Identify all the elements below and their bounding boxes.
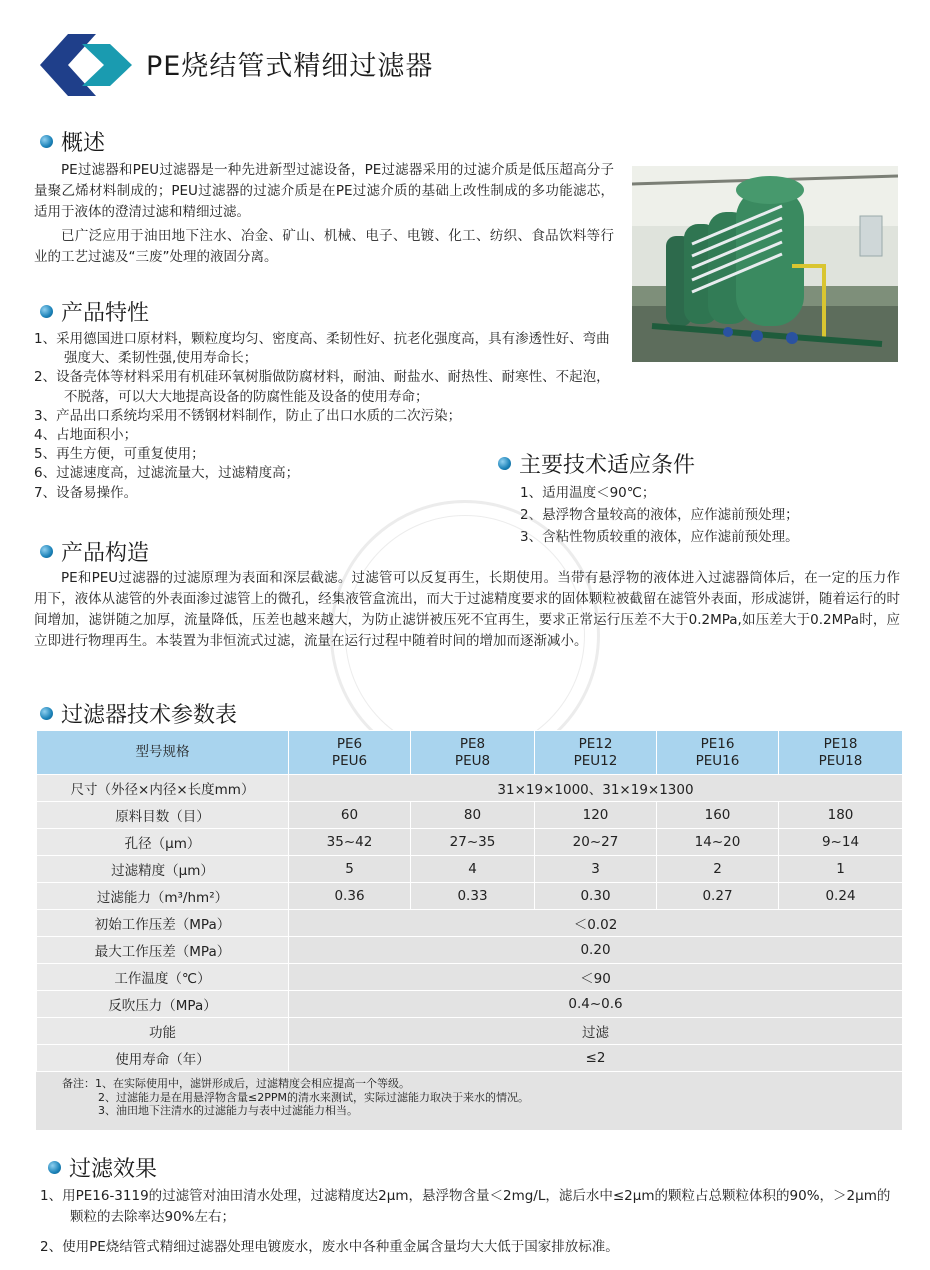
conditions-list (520, 482, 900, 548)
table-cell: 35~42 (289, 829, 411, 856)
note-line: 2、过滤能力是在用悬浮物含量≤2PPM的清水来测试，实际过滤能力取决于来水的情况。 (98, 1090, 529, 1104)
list-item: 2、使用PE烧结管式精细过滤器处理电镀废水，废水中各种重金属含量均大大低于国家排放标准。 (40, 1239, 619, 1255)
section-bullet-icon (40, 707, 53, 720)
list-item: 5、再生方便，可重复使用； (34, 446, 205, 463)
table-cell: 2 (657, 856, 779, 883)
table-cell: ＜90 (289, 964, 903, 991)
note-line: 3、油田地下注清水的过滤能力与表中过滤能力相当。 (98, 1104, 358, 1117)
params-table (36, 730, 903, 1072)
row-label: 初始工作压差（MPa） (37, 910, 289, 937)
table-cell: 80 (411, 802, 535, 829)
section-bullet-icon (48, 1161, 61, 1174)
table-row (37, 937, 903, 964)
table-row (37, 964, 903, 991)
table-cell: 0.30 (535, 883, 657, 910)
note-line: 备注：1、在实际使用中，滤饼形成后，过滤精度会相应提高一个等级。 (62, 1077, 410, 1090)
effect-heading-text: 过滤效果 (69, 1157, 158, 1182)
table-row (37, 802, 903, 829)
table-row (37, 883, 903, 910)
table-cell: 120 (535, 802, 657, 829)
table-row (37, 1045, 903, 1072)
features-heading-text: 产品特性 (61, 301, 150, 326)
model-cell: PE6 PEU6 (289, 731, 411, 775)
table-cell: 9~14 (779, 829, 903, 856)
model-cell: PE12 PEU12 (535, 731, 657, 775)
section-bullet-icon (40, 305, 53, 318)
model-cell: PE18 PEU18 (779, 731, 903, 775)
list-item: 3、产品出口系统均采用不锈钢材料制作，防止了出口水质的二次污染； (34, 407, 462, 424)
row-label: 尺寸（外径×内径×长度mm） (37, 775, 289, 802)
list-item: 1、采用德国进口原材料，颗粒度均匀、密度高、柔韧性好、抗老化强度高，具有渗透性好、弯曲强度大、柔韧性强,使用寿命长； (34, 331, 610, 367)
list-item: 2、设备壳体等材料采用有机硅环氧树脂做防腐材料，耐油、耐盐水、耐热性、耐寒性、不起泡，不脱落，可以大大地提高设备的防腐性能及设备的使用寿命； (34, 369, 610, 405)
conditions-heading (498, 448, 695, 479)
structure-heading (40, 536, 149, 567)
list-item: 6、过滤速度高，过滤流量大，过滤精度高； (34, 465, 300, 482)
page-title: PE烧结管式精细过滤器 (146, 51, 434, 82)
section-bullet-icon (498, 457, 511, 470)
row-label: 原料目数（目） (37, 802, 289, 829)
list-item: 1、适用温度＜90℃； (520, 485, 656, 501)
params-heading (40, 698, 237, 729)
table-cell: 31×19×1000、31×19×1300 (289, 775, 903, 802)
table-cell: 0.36 (289, 883, 411, 910)
effect-heading (48, 1152, 157, 1183)
section-bullet-icon (40, 135, 53, 148)
model-cell: PE8 PEU8 (411, 731, 535, 775)
table-cell: 过滤 (289, 1018, 903, 1045)
filter-equipment-photo (632, 166, 898, 362)
table-cell: ≤2 (289, 1045, 903, 1072)
table-row (37, 829, 903, 856)
list-item: 1、用PE16-3119的过滤管对油田清水处理，过滤精度达2μm，悬浮物含量＜2mg/L，滤后水中≤2μm的颗粒占总颗粒体积的90%，＞2μm的颗粒的去除率达90%左右； (40, 1188, 891, 1225)
table-cell: 180 (779, 802, 903, 829)
row-label: 孔径（μm） (37, 829, 289, 856)
table-cell: 60 (289, 802, 411, 829)
overview-heading-text: 概述 (61, 131, 106, 156)
header-cell: 型号规格 (37, 731, 289, 775)
list-item: 7、设备易操作。 (34, 484, 138, 501)
overview-heading (40, 126, 105, 157)
table-notes (36, 1072, 902, 1130)
row-label: 功能 (37, 1018, 289, 1045)
table-cell: 0.20 (289, 937, 903, 964)
features-heading (40, 296, 149, 327)
table-cell: 0.27 (657, 883, 779, 910)
conditions-heading-text: 主要技术适应条件 (519, 453, 696, 478)
row-label: 反吹压力（MPa） (37, 991, 289, 1018)
table-cell: 0.4~0.6 (289, 991, 903, 1018)
table-cell: 160 (657, 802, 779, 829)
overview-paragraph-1: PE过滤器和PEU过滤器是一种先进新型过滤设备，PE过滤器采用的过滤介质是低压超高分子量聚乙烯材料制成的；PEU过滤器的过滤介质是在PE过滤介质的基础上改性制成的多功能滤芯，适用于液体的澄清过滤和精细过滤。 (34, 162, 614, 220)
list-item: 2、悬浮物含量较高的液体，应作滤前预处理； (520, 507, 799, 523)
structure-paragraph: PE和PEU过滤器的过滤原理为表面和深层截滤。过滤管可以反复再生，长期使用。当带有悬浮物的液体进入过滤器筒体后，在一定的压力作用下，液体从滤管的外表面渗过滤管上的微孔，经集液管盒流出，而大于过滤精度要求的固体颗粒被截留在滤管外表面，形成滤饼，随着运行的时间增加，滤饼随之加厚，流量降低，压差也越来越大，为防止滤饼被压死不宜再生，要求正常运行压差不大于0.2MPa,如压差大于0.2MPa时，应立即进行物理再生。本装置为非恒流式过滤，流量在运行过程中随着时间的增加而逐渐减小。 (34, 570, 900, 649)
table-cell: 0.33 (411, 883, 535, 910)
table-cell: 0.24 (779, 883, 903, 910)
row-label: 过滤能力（m³/hm²） (37, 883, 289, 910)
table-row (37, 991, 903, 1018)
table-cell: 5 (289, 856, 411, 883)
table-row (37, 856, 903, 883)
table-cell: 14~20 (657, 829, 779, 856)
table-cell: 4 (411, 856, 535, 883)
table-cell: 20~27 (535, 829, 657, 856)
table-cell: 3 (535, 856, 657, 883)
model-cell: PE16 PEU16 (657, 731, 779, 775)
list-item: 3、含粘性物质较重的液体，应作滤前预处理。 (520, 529, 799, 545)
row-label: 过滤精度（μm） (37, 856, 289, 883)
table-row (37, 1018, 903, 1045)
table-cell: 27~35 (411, 829, 535, 856)
table-row (37, 910, 903, 937)
list-item: 4、占地面积小； (34, 427, 138, 444)
row-label: 最大工作压差（MPa） (37, 937, 289, 964)
params-heading-text: 过滤器技术参数表 (61, 703, 238, 728)
structure-heading-text: 产品构造 (61, 541, 150, 566)
table-row (37, 775, 903, 802)
table-cell: 1 (779, 856, 903, 883)
table-cell: ＜0.02 (289, 910, 903, 937)
overview-paragraph-2: 已广泛应用于油田地下注水、冶金、矿山、机械、电子、电镀、化工、纺织、食品饮料等行业的工艺过滤及“三废”处理的液固分离。 (34, 228, 614, 265)
row-label: 使用寿命（年） (37, 1045, 289, 1072)
company-logo-icon (38, 30, 134, 100)
effect-list (40, 1186, 902, 1258)
table-header-row (37, 731, 903, 775)
section-bullet-icon (40, 545, 53, 558)
row-label: 工作温度（℃） (37, 964, 289, 991)
